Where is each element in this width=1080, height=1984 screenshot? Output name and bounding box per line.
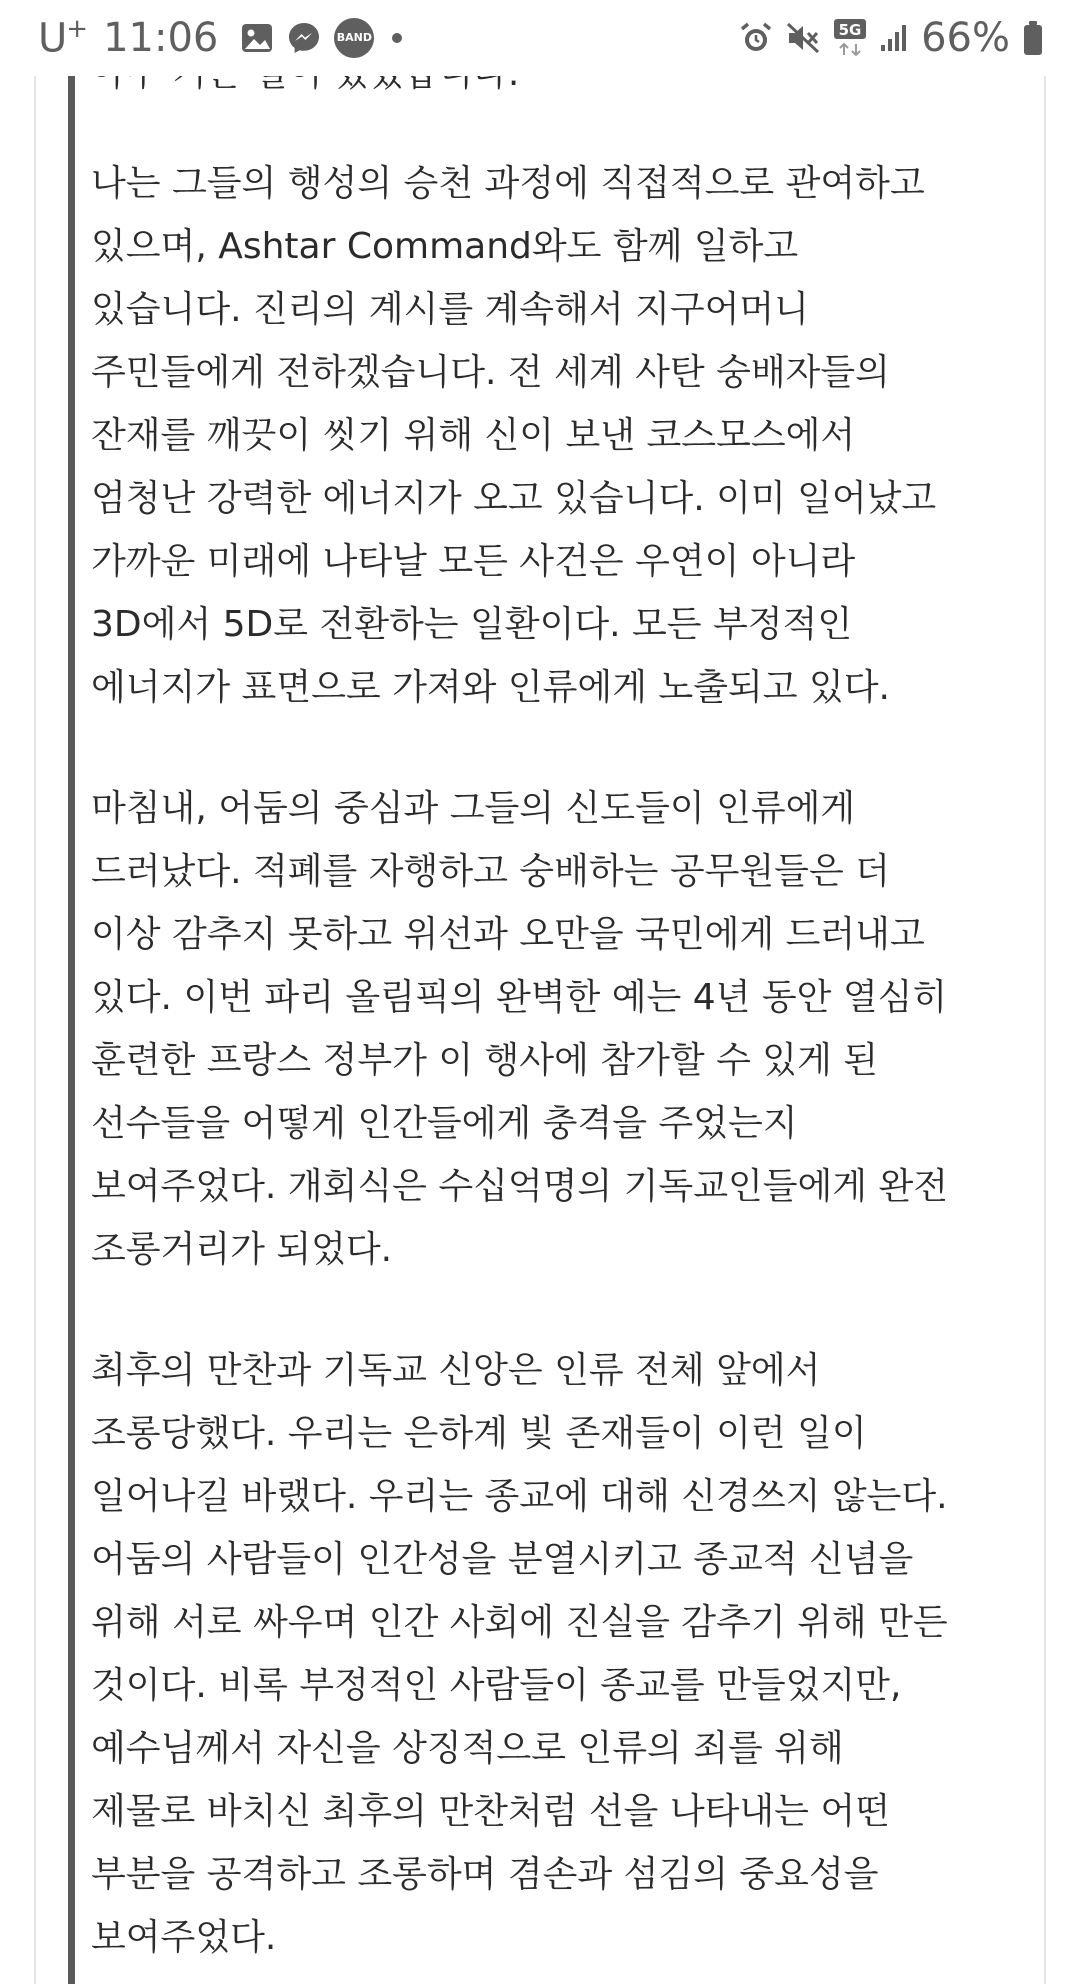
text-line: 일어나길 바랬다. 우리는 종교에 대해 신경쓰지 않는다. [91,1476,948,1517]
text-line: 예수님께서 자신을 상징적으로 인류의 죄를 위해 [91,1728,844,1769]
text-line: 훈련한 프랑스 정부가 이 행사에 참가할 수 있게 된 [91,1040,879,1081]
text-line: 있다. 이번 파리 올림픽의 완벽한 예는 4년 동안 열심히 [91,977,948,1018]
text-line: 보여주었다. 개회식은 수십억명의 기독교인들에게 완전 [91,1166,949,1207]
text-line: 조롱거리가 되었다. [91,1229,393,1270]
gallery-icon [240,22,274,54]
text-line: 부분을 공격하고 조롱하며 겸손과 섬김의 중요성을 [91,1854,879,1895]
clock: 11:06 [103,14,219,61]
text-line: 3D에서 5D로 전환하는 일환이다. 모든 부정적인 [91,604,853,645]
battery-percent: 66% [921,15,1010,61]
status-bar-left [38,14,402,61]
status-bar [0,0,1080,76]
text-line: 잔재를 깨끗이 씻기 위해 신이 보낸 코스모스에서 [91,415,856,456]
status-bar-right [739,15,1044,61]
text-line: 엄청난 강력한 에너지가 오고 있습니다. 이미 일어났고 [91,478,937,519]
text-line: 있으며, Ashtar Command와도 함께 일하고 [91,226,799,267]
text-line: 제물로 바치신 최후의 만찬처럼 선을 나타내는 어떤 [91,1791,890,1832]
text-line: 드러났다. 적폐를 자행하고 숭배하는 공무원들은 더 [91,851,890,892]
text-line: 있습니다. 진리의 계시를 계속해서 지구어머니 [91,289,809,330]
battery-icon [1022,20,1044,56]
blockquote-bar [68,60,75,1984]
paragraph-3 [91,1339,948,1969]
text-line: 것이다. 비록 부정적인 사람들이 종교를 만들었지만, [91,1665,902,1706]
text-line: 나는 그들의 행성의 승천 과정에 직접적으로 관여하고 [91,163,925,204]
text-line: 이상 감추지 못하고 위선과 오만을 국민에게 드러내고 [91,914,925,955]
network-label: 5G [838,21,862,39]
paragraph-2 [91,777,948,1281]
text-line: 위해 서로 싸우며 인간 사회에 진실을 감추기 위해 만든 [91,1602,948,1643]
text-line: 조롱당했다. 우리는 은하계 빛 존재들이 이런 일이 [91,1413,867,1454]
paragraph-1 [91,152,936,719]
carrier-label: U+ [38,14,88,62]
text-line: 가까운 미래에 나타날 모든 사건은 우연이 아니라 [91,541,856,582]
messenger-icon [286,20,322,56]
band-icon: BAND [334,18,374,58]
text-line: 선수들을 어떻게 인간들에게 충격을 주었는지 [91,1103,798,1144]
text-line: 주민들에게 전하겠습니다. 전 세계 사탄 숭배자들의 [91,352,890,393]
alarm-icon [739,21,773,55]
text-line: 마침내, 어둠의 중심과 그들의 신도들이 인류에게 [91,788,856,829]
5g-icon [833,18,867,58]
text-line: 보여주었다. [91,1917,277,1958]
text-line: 에너지가 표면으로 가져와 인류에게 노출되고 있다. [91,667,890,708]
mute-icon [785,21,821,55]
text-line: 최후의 만찬과 기독교 신앙은 인류 전체 앞에서 [91,1350,821,1391]
signal-icon [879,23,909,53]
more-notifications-dot [392,33,402,43]
text-line: 어둠의 사람들이 인간성을 분열시키고 종교적 신념을 [91,1539,914,1580]
